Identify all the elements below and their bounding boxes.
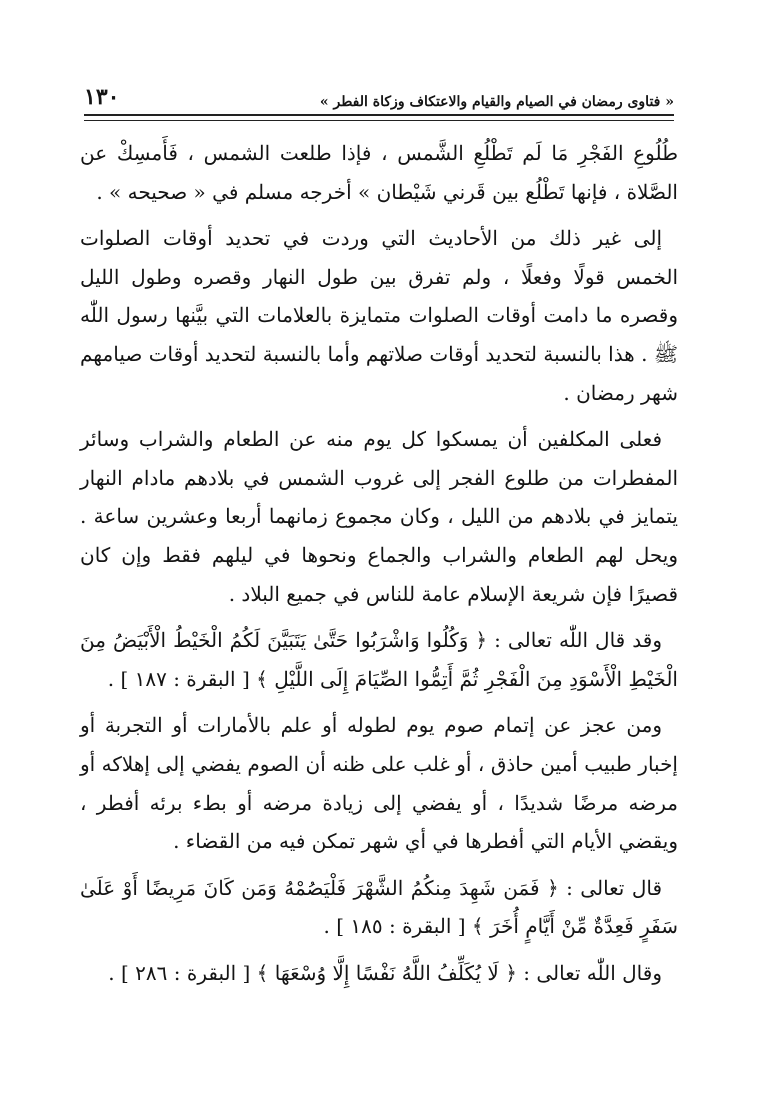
page-header [84,78,674,110]
paragraph-prayer-times: إلى غير ذلك من الأحاديث التي وردت في تحديد أوقات الصلوات الخمس قولًا وفعلًا ، ولم تفرق بين طول النهار وقصره وطول الليل وقصره ما دامت أوقات الصلوات متمايزة بالعلامات التي بيَّنها رسول اللّٰه ﷺ . هذا بالنسبة لتحديد أوقات صلاتهم وأما بالنسبة لتحديد أوقات صيامهم شهر رمضان . [80,226,678,405]
paragraph-exemption: ومن عجز عن إتمام صوم يوم لطوله أو علم بالأمارات أو التجربة أو إخبار طبيب أمين حاذق ، أو غلب على ظنه أن الصوم يفضي إلى إهلاكه أو مرضه مرضًا شديدًا ، أو يفضي إلى زيادة مرضه أو بطء برئه أفطر ، ويقضي الأيام التي أفطرها في أي شهر تمكن فيه من القضاء . [80,713,678,854]
paragraph-quran-baqarah-185: قال تعالى : ﴿ فَمَن شَهِدَ مِنكُمُ الشَّهْرَ فَلْيَصُمْهُ وَمَن كَانَ مَرِيضًا أَوْ عَلَىٰ سَفَرٍ فَعِدَّةٌ مِّنْ أَيَّامٍ أُخَرَ ﴾ [ البقرة : ١٨٥ ] . [80,875,678,939]
page-body [80,134,678,1000]
page-number: ١٣٠ [84,84,120,110]
paragraph-fasting-obligation: فعلى المكلفين أن يمسكوا كل يوم منه عن الطعام والشراب وسائر المفطرات من طلوع الفجر إلى غروب الشمس في بلادهم مادام النهار يتمايز في بلادهم من الليل ، وكان مجموع زمانهما أربعا وعشرين ساعة . ويحل لهم الطعام والشراب والجماع ونحوها في ليلهم فقط وإن كان قصيرًا فإن شريعة الإسلام عامة للناس في جميع البلاد . [80,427,678,606]
running-title: « فتاوى رمضان في الصيام والقيام والاعتكاف وزكاة الفطر » [319,94,674,110]
paragraph-quran-baqarah-187: وقد قال اللّٰه تعالى : ﴿ وَكُلُوا وَاشْرَبُوا حَتَّىٰ يَتَبَيَّنَ لَكُمُ الْخَيْطُ الْأَبْيَضُ مِنَ الْخَيْطِ الْأَسْوَدِ مِنَ الْفَجْرِ ثُمَّ أَتِمُّوا الصِّيَامَ إِلَى اللَّيْلِ ﴾ [ البقرة : ١٨٧ ] . [80,628,678,691]
paragraph-hadith-end: طُلُوعِ الفَجْرِ مَا لَم تَطْلُعِ الشَّمس ، فإذا طلعت الشمس ، فَأَمسِكْ عن الصَّلاة ، فإنها تَطْلُع بين قَرني شَيْطان » أخرجه مسلم في « صحيحه » . [80,141,678,204]
paragraph-quran-baqarah-286: وقال اللّٰه تعالى : ﴿ لَا يُكَلِّفُ اللَّهُ نَفْسًا إِلَّا وُسْعَهَا ﴾ [ البقرة : ٢٨٦ ] . [108,960,662,985]
header-rule [84,114,674,121]
